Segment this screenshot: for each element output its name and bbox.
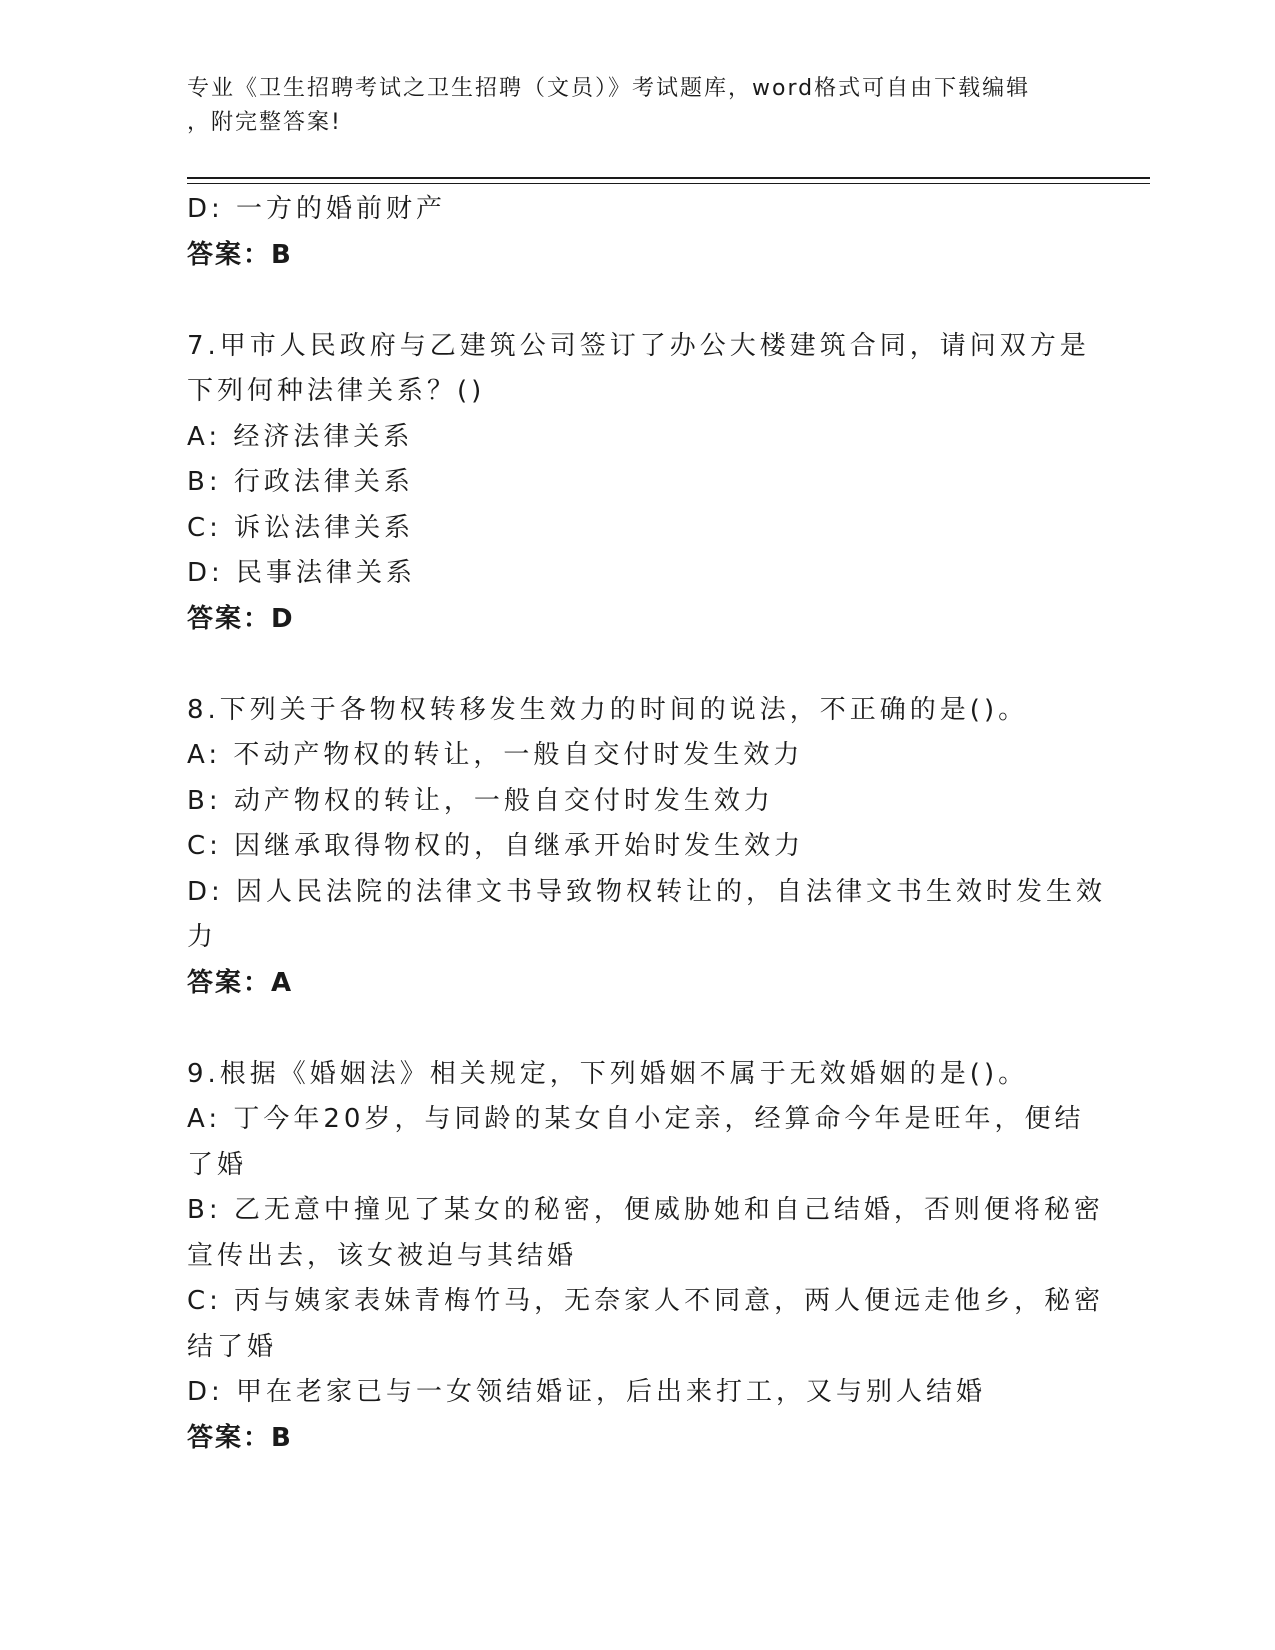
- option-c-continued: 结了婚: [187, 1331, 278, 1362]
- option-d: D: 民事法律关系: [187, 558, 417, 588]
- option-b: B: 动产物权的转让，一般自交付时发生效力: [187, 785, 774, 816]
- question-stem: 8.下列关于各物权转移发生效力的时间的说法，不正确的是()。: [187, 694, 1029, 725]
- header-divider-thick: [187, 177, 1150, 179]
- option-c: C: 丙与姨家表妹青梅竹马，无奈家人不同意，两人便远走他乡，秘密: [187, 1286, 1105, 1316]
- question-7: [187, 324, 1090, 643]
- question-9: [187, 1052, 1105, 1462]
- question-stem: 7.甲市人民政府与乙建筑公司签订了办公大楼建筑合同，请问双方是: [187, 330, 1090, 361]
- prev-answer: 答案：B: [187, 239, 293, 270]
- option-c: C: 诉讼法律关系: [187, 512, 415, 543]
- answer: 答案：D: [187, 603, 295, 634]
- option-b: B: 行政法律关系: [187, 467, 414, 497]
- answer: 答案：A: [187, 967, 294, 998]
- header-divider-thin: [187, 183, 1150, 184]
- question-8: [187, 688, 1107, 1007]
- option-a: A: 丁今年20岁，与同龄的某女自小定亲，经算命今年是旺年，便结: [187, 1104, 1085, 1134]
- option-a: A: 不动产物权的转让，一般自交付时发生效力: [187, 740, 804, 770]
- option-b-continued: 宣传出去，该女被迫与其结婚: [187, 1240, 578, 1271]
- question-stem: 9.根据《婚姻法》相关规定，下列婚姻不属于无效婚姻的是()。: [187, 1058, 1029, 1089]
- header-line-1: 专业《卫生招聘考试之卫生招聘（文员）》考试题库，word格式可自由下载编辑: [187, 76, 1031, 101]
- option-d: D: 甲在老家已与一女领结婚证，后出来打工，又与别人结婚: [187, 1377, 987, 1407]
- answer: 答案：B: [187, 1422, 293, 1453]
- option-d-continued: 力: [187, 922, 218, 952]
- option-a-continued: 了婚: [187, 1149, 248, 1180]
- question-list: [187, 187, 1107, 1461]
- document-header: [187, 72, 1067, 140]
- option-b: B: 乙无意中撞见了某女的秘密，便威胁她和自己结婚，否则便将秘密: [187, 1195, 1104, 1225]
- header-line-2: ，附完整答案!: [187, 110, 342, 135]
- prev-option-d: D: 一方的婚前财产: [187, 194, 447, 224]
- option-a: A: 经济法律关系: [187, 421, 414, 452]
- option-c: C: 因继承取得物权的，自继承开始时发生效力: [187, 831, 805, 861]
- question-stem: 下列何种法律关系？(): [187, 376, 486, 406]
- option-d: D: 因人民法院的法律文书导致物权转让的，自法律文书生效时发生效: [187, 876, 1107, 907]
